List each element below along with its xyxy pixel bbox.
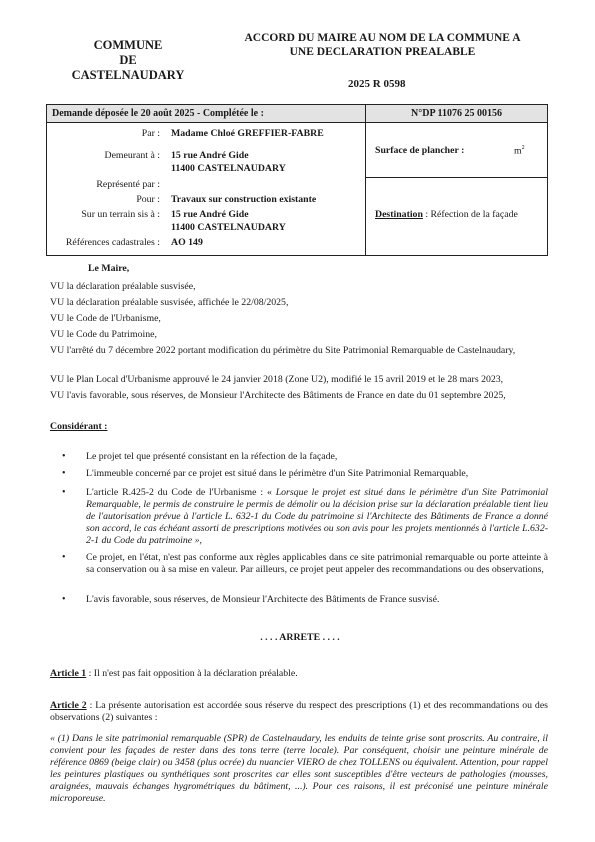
row-value: AO 149 (171, 237, 203, 248)
vu-line: VU le Plan Local d'Urbanisme approuvé le 24 janvier 2018 (Zone U2), modifié le 15 avril 2019 et le 28 mars 2023, (50, 374, 504, 385)
article-1-text: : Il n'est pas fait opposition à la déclaration préalable. (86, 668, 298, 679)
deposit-date: Demande déposée le 20 août 2025 - Complétée le : (52, 108, 264, 119)
row-value: 15 rue André Gide (171, 209, 249, 220)
table-header (47, 105, 547, 123)
table-divider (365, 177, 547, 178)
destination-label: Destination (375, 209, 423, 220)
bullet: • (62, 487, 66, 498)
bullet: • (62, 594, 66, 605)
considerant-item: Le projet tel que présenté consistant en la réfection de la façade, (86, 451, 338, 462)
considerant-item: L'immeuble concerné par ce projet est situé dans le périmètre d'un Site Patrimonial Remarquable, (86, 468, 469, 479)
row-label: Représenté par : (96, 179, 160, 190)
article-1-label: Article 1 (50, 668, 87, 679)
document-title (215, 31, 550, 59)
vu-line: VU la déclaration préalable susvisée, (50, 281, 196, 292)
article-1 (50, 668, 550, 679)
considerant-item: L'avis favorable, sous réserves, de Monsieur l'Architecte des Bâtiments de France susvisé. (86, 594, 440, 605)
row-value: Travaux sur construction existante (171, 194, 317, 205)
bullet: • (62, 552, 66, 563)
bullet: • (62, 468, 66, 479)
request-table (46, 104, 548, 256)
considerant-item: Ce projet, en l'état, n'est pas conforme aux règles applicables dans ce site patrimonial remarquable ou porte atteinte à sa conservation ou à sa mise en valeur. Par ailleurs, ce projet peut appeler des recommandations ou des observations, (86, 552, 548, 575)
vu-line: VU le Code du Patrimoine, (50, 329, 157, 340)
dossier-number: N°DP 11076 25 00156 (411, 108, 502, 119)
destination-value: : Réfection de la façade (422, 209, 518, 220)
reference-number: 2025 R 0598 (348, 78, 406, 90)
commune-line: DE (119, 53, 137, 67)
destination (375, 209, 518, 220)
row-value: 15 rue André Gide (171, 150, 249, 161)
unit-base: m (514, 145, 522, 157)
commune-line: CASTELNAUDARY (71, 68, 185, 82)
article-reference: L'article R.425-2 du Code de l'Urbanisme : « (86, 487, 276, 498)
article-2-text: : La présente autorisation est accordée sous réserve du respect des prescriptions (1) et des recommandations ou des observations (2) suivantes : (50, 700, 548, 723)
commune-heading (58, 38, 198, 83)
floor-area-unit (514, 145, 525, 156)
arrete-heading: . . . . ARRETE . . . . (260, 632, 340, 643)
table-divider (365, 105, 366, 255)
considerant-item (86, 487, 548, 547)
vu-line: VU l'arrêté du 7 décembre 2022 portant modification du périmètre du Site Patrimonial Remarquable de Castelnaudary, (50, 345, 516, 356)
row-label: Demeurant à : (104, 150, 160, 161)
row-label: Pour : (136, 194, 160, 205)
row-label: Sur un terrain sis à : (81, 209, 160, 220)
article-2 (50, 700, 548, 724)
floor-area-label: Surface de plancher : (375, 145, 465, 156)
vu-line: VU la déclaration préalable susvisée, affichée le 22/08/2025, (50, 297, 289, 308)
article-quote: Lorsque le projet est situé dans le périmètre d'un Site Patrimonial Remarquable, le permis de construire le permis de démolir ou la décision prise sur la déclaration préalable tient lieu de l'autorisation prévue à l'article L. 632-1 du Code du patrimoine si l'Architecte des Bâtiments de France a donné son accord, le cas échéant assorti de prescriptions motivées ou son avis pour les projets mentionnés à l'article L.632-2-1 du Code du patrimoine », (86, 487, 548, 546)
vu-line: VU le Code de l'Urbanisme, (50, 313, 161, 324)
row-value: 11400 CASTELNAUDARY (171, 163, 286, 174)
title-line: UNE DECLARATION PREALABLE (289, 46, 476, 58)
title-line: ACCORD DU MAIRE AU NOM DE LA COMMUNE A (244, 32, 521, 44)
le-maire: Le Maire, (88, 263, 130, 274)
commune-line: COMMUNE (93, 38, 163, 52)
row-label: Références cadastrales : (65, 237, 160, 248)
row-value: Madame Chloé GREFFIER-FABRE (171, 128, 324, 139)
unit-exponent: 2 (521, 145, 525, 151)
row-value: 11400 CASTELNAUDARY (171, 222, 286, 233)
considerant-heading: Considérant : (50, 421, 108, 432)
article-2-label: Article 2 (50, 700, 87, 711)
prescription-text: « (1) Dans le site patrimonial remarquable (SPR) de Castelnaudary, les enduits de teinte grise sont proscrits. Au contraire, il convient pour les façades de rester dans des tons terre (terre locale). Par conséquent, choisir une peinture minérale de référence 0869 (beige clair) ou 3458 (plus ocrée) du nuancier VIERO de chez TOLLENS ou équivalent. Attention, pour rappel les peintures plastiques ou synthétiques sont proscrites car elles sont susceptibles d'être vecteurs de pathologies (mousses, araignées, mauvais échanges hygrométriques du bâtiment, ...). Pour ces raisons, il est préconisé une peinture minérale microporeuse. (50, 733, 548, 804)
vu-line: VU l'avis favorable, sous réserves, de Monsieur l'Architecte des Bâtiments de France en date du 01 septembre 2025, (50, 390, 506, 401)
bullet: • (62, 451, 66, 462)
row-label: Par : (141, 128, 160, 139)
